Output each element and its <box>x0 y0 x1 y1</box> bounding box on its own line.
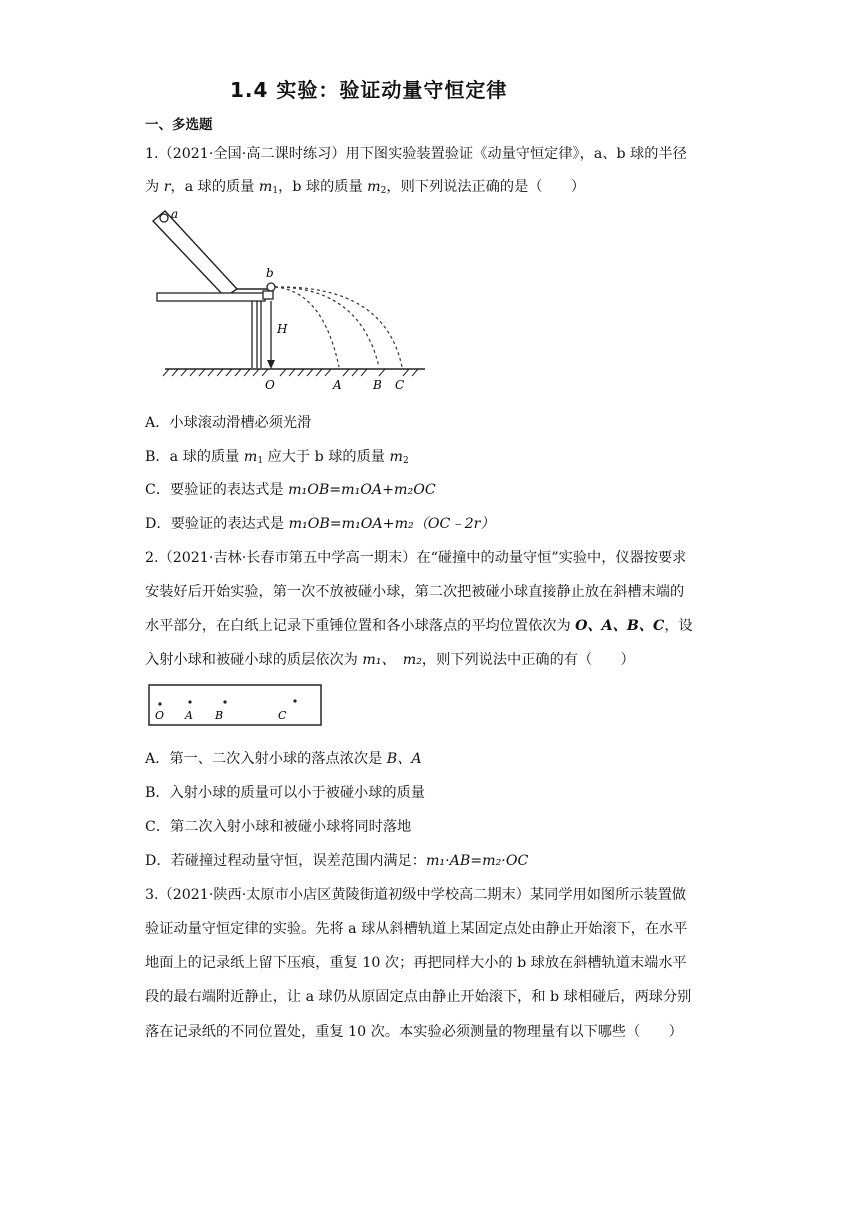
label-A: A <box>333 378 342 392</box>
q3-stem-line-1: 3.（2021·陕西·太原市小店区黄陵街道初级中学校高二期末）某同学用如图所示装置做 <box>145 887 687 903</box>
label-a: a <box>171 207 179 221</box>
q2-stem-line-2: 安装好后开始实验，第一次不放被碰小球，第二次把被碰小球直接静止放在斜槽末端的 <box>145 584 685 600</box>
q1-option-a: A．小球滚动滑槽必须光滑 <box>145 415 312 431</box>
label-B: B <box>373 378 382 392</box>
q2-stem-line-1: 2.（2021·吉林·长春市第五中学高一期末）在“碰撞中的动量守恒”实验中，仪器按要求 <box>145 550 687 566</box>
label-H: H <box>277 322 288 336</box>
q2-option-d: D．若碰撞过程动量守恒，误差范围内满足：m₁·AB=m₂·OC <box>145 853 529 869</box>
label-C: C <box>395 378 405 392</box>
q2-option-c: C．第二次入射小球和被碰小球将同时落地 <box>145 819 412 835</box>
label-O: O <box>265 378 275 392</box>
q3-stem-line-3: 地面上的记录纸上留下压痕，重复 10 次；再把同样大小的 b 球放在斜槽轨道末端水平 <box>145 955 687 971</box>
q2-stem-line-4: 入射小球和被碰小球的质层依次为 m₁、 m₂，则下列说法中正确的有（ ） <box>145 652 635 668</box>
label-b: b <box>266 266 274 280</box>
q2-landing-strip-figure <box>145 682 325 728</box>
q1-stem-line-1: 1.（2021·全国·高二课时练习）用下图实验装置验证《动量守恒定律》，a、b 球的半径 <box>145 146 687 162</box>
q3-stem-line-5: 落在记录纸的不同位置处，重复 10 次。本实验必须测量的物理量有以下哪些（ ） <box>145 1024 683 1040</box>
strip-label-O: O <box>155 709 165 722</box>
q2-option-a: A．第一、二次入射小球的落点浓次是 B、A <box>145 751 422 767</box>
page-title: 1.4 实验：验证动量守恒定律 <box>230 78 508 102</box>
q1-apparatus-figure <box>145 205 430 395</box>
q3-stem-line-2: 验证动量守恒定律的实验。先将 a 球从斜槽轨道上某固定点处由静止开始滚下，在水平 <box>145 921 688 937</box>
strip-label-C: C <box>278 709 287 722</box>
q1-option-d: D．要验证的表达式是 m₁OB=m₁OA+m₂（OC﹣2r） <box>145 516 495 532</box>
strip-label-A: A <box>185 709 193 722</box>
q2-option-b: B．入射小球的质量可以小于被碰小球的质量 <box>145 785 425 801</box>
q1-stem-line-2: 为 r，a 球的质量 $m_1$，b 球的质量 $m_2$，则下列说法正确的是（ ） <box>145 179 586 196</box>
q3-stem-line-4: 段的最右端附近静止，让 a 球仍从原固定点由静止开始滚下，和 b 球相碰后，两球分别 <box>145 989 692 1005</box>
strip-label-B: B <box>215 709 224 722</box>
q2-stem-line-3: 水平部分，在白纸上记录下重锤位置和各小球落点的平均位置依次为 O、A、B、C，设 <box>145 618 693 634</box>
section-heading: 一、多选题 <box>145 117 213 133</box>
q1-option-b: B．a 球的质量 $m_1$ 应大于 b 球的质量 $m_2$ <box>145 449 409 466</box>
q1-option-c: C．要验证的表达式是 m₁OB=m₁OA+m₂OC <box>145 482 436 498</box>
